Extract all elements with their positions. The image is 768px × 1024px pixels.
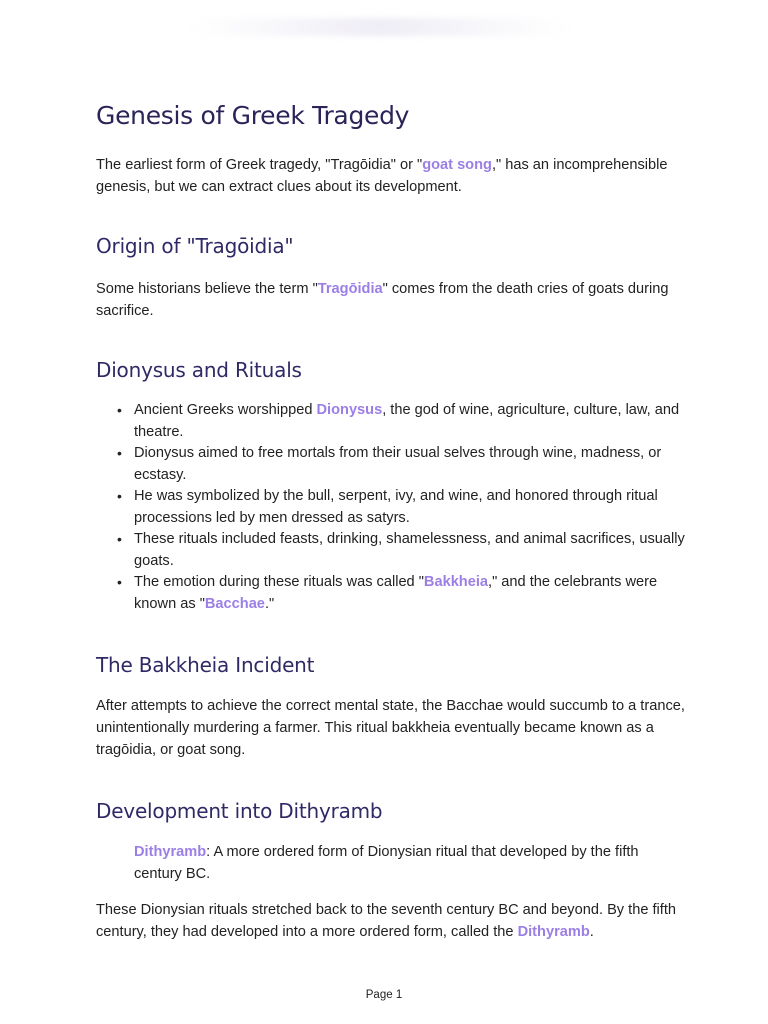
bakkheia-highlight: Bakkheia xyxy=(423,574,489,590)
intro-paragraph xyxy=(96,154,686,198)
dionysus-heading: Dionysus and Rituals xyxy=(96,358,302,382)
origin-paragraph xyxy=(96,278,686,322)
dithyramb-highlight: Dithyramb xyxy=(517,924,590,940)
origin-heading: Origin of "Tragōidia" xyxy=(96,234,294,258)
bullet-icon: • xyxy=(117,402,122,418)
list-item xyxy=(96,400,686,443)
list-text: Dionysus aimed to free mortals from their usual selves through wine, madness, or ecstasy. xyxy=(134,445,662,483)
intro-text-1: The earliest form of Greek tragedy, "Tragōidia" or " xyxy=(96,157,423,173)
dionysus-highlight: Dionysus xyxy=(316,402,383,418)
bullet-icon: • xyxy=(117,574,122,590)
page-title: Genesis of Greek Tragedy xyxy=(96,101,410,130)
list-item xyxy=(96,572,686,615)
page-number: Page 1 xyxy=(365,989,403,1001)
document-body xyxy=(96,96,686,943)
list-item xyxy=(96,529,686,572)
list-item xyxy=(96,443,686,486)
bacchae-highlight: Bacchae xyxy=(204,595,265,612)
list-text: The emotion during these rituals was called " xyxy=(134,574,424,590)
header-blur xyxy=(190,18,570,36)
list-text: ," and the celebrants were known as " xyxy=(134,574,658,612)
incident-paragraph: After attempts to achieve the correct mental state, the Bacchae would succumb to a trance, unintentionally murdering a farmer. This ritual bakkheia eventually became known as a tragōidia, or goat song. xyxy=(96,698,685,758)
tragoidia-highlight: Tragōidia xyxy=(317,281,383,297)
dithyramb-text-1: These Dionysian rituals stretched back to the seventh century BC and beyond. By the fifth century, they had developed into a more ordered form, called the xyxy=(96,902,677,940)
origin-text-2: " comes from the death cries of goats during sacrifice. xyxy=(96,281,669,319)
dithyramb-quote xyxy=(96,841,686,885)
dionysus-list xyxy=(96,400,686,615)
list-item xyxy=(96,486,686,529)
goat-song-highlight: goat song xyxy=(422,157,492,173)
quote-text: : A more ordered form of Dionysian ritual that developed by the fifth century BC. xyxy=(134,844,639,882)
dithyramb-paragraph xyxy=(96,899,686,943)
bullet-icon: • xyxy=(117,445,122,461)
dithyramb-heading: Development into Dithyramb xyxy=(96,799,383,823)
list-text: He was symbolized by the bull, serpent, ivy, and wine, and honored through ritual processions led by men dressed as satyrs. xyxy=(134,488,658,526)
bullet-icon: • xyxy=(117,531,122,547)
list-text: These rituals included feasts, drinking, shamelessness, and animal sacrifices, usually goats. xyxy=(134,531,685,569)
dithyramb-text-2: . xyxy=(589,924,594,940)
list-text: Ancient Greeks worshipped xyxy=(134,402,317,418)
dithyramb-highlight: Dithyramb xyxy=(134,844,207,860)
bullet-icon: • xyxy=(117,488,122,504)
origin-text-1: Some historians believe the term " xyxy=(96,281,318,297)
incident-heading: The Bakkheia Incident xyxy=(96,653,315,677)
list-text: , the god of wine, agriculture, culture, law, and theatre. xyxy=(134,402,680,440)
intro-text-2: ," has an incomprehensible genesis, but we can extract clues about its development. xyxy=(96,157,668,195)
list-text: ." xyxy=(264,595,275,612)
